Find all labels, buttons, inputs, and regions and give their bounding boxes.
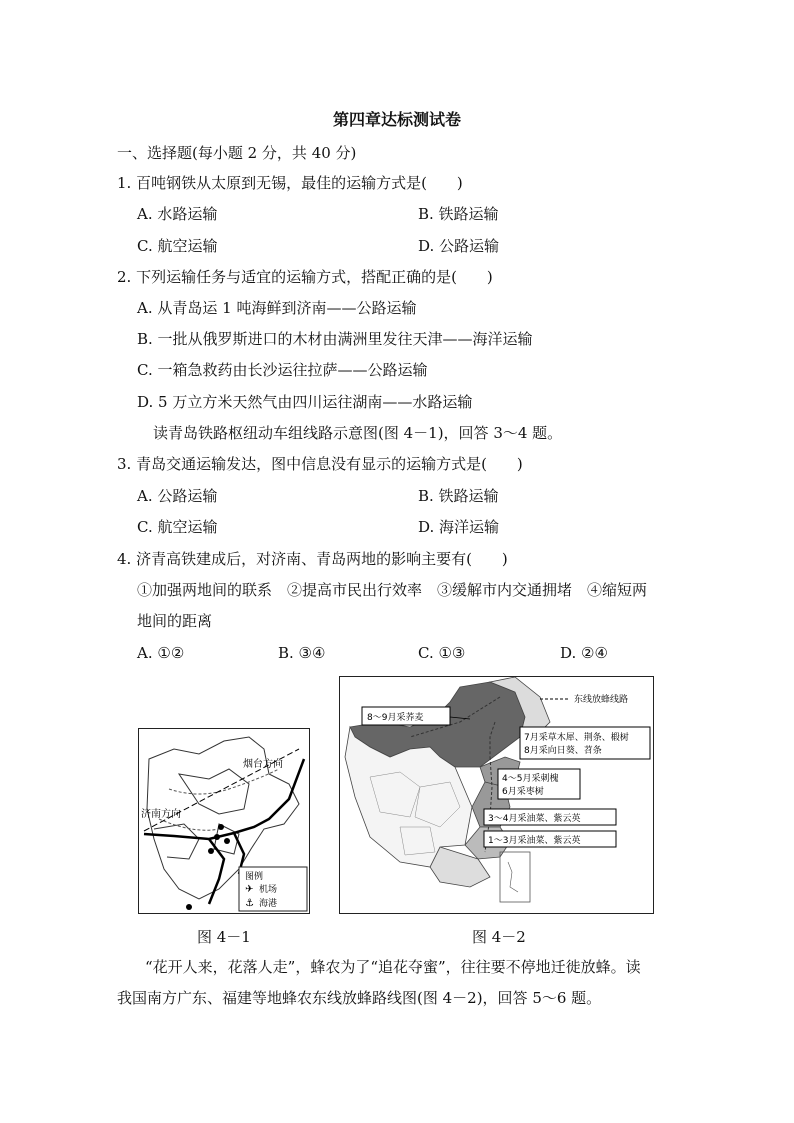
airport-icon: ✈ [245, 884, 254, 895]
q4-option-a: A. ①② [137, 644, 185, 662]
q4-stem: 4. 济青高铁建成后，对济南、青岛两地的影响主要有( ) [117, 550, 508, 568]
callout-jujube-text: 6月采枣树 [502, 787, 544, 797]
callout-march-april [484, 809, 616, 825]
figure-4-1-caption: 图 4－1 [197, 928, 251, 946]
q4-statements-line1: ①加强两地间的联系 ②提高市民出行效率 ③缓解市内交通拥堵 ④缩短两 [137, 581, 648, 599]
legend-airport: 机场 [259, 885, 278, 895]
q1-option-a: A. 水路运输 [137, 205, 218, 223]
anchor-icon: ⚓ [245, 898, 254, 909]
legend-port: 海港 [259, 899, 278, 909]
q2-option-a: A. 从青岛运 1 吨海鲜到济南——公路运输 [137, 299, 417, 317]
figure-4-2-caption: 图 4－2 [472, 928, 526, 946]
legend-route: 东线放蜂线路 [574, 695, 629, 705]
q3-option-d: D. 海洋运输 [418, 518, 500, 536]
label-jinan: 济南方向 [141, 809, 181, 820]
figure-4-1-map [138, 728, 310, 914]
label-yantai: 烟台方向 [243, 759, 283, 770]
section-heading: 一、选择题(每小题 2 分，共 40 分) [117, 144, 357, 162]
q2-option-d: D. 5 万立方米天然气由四川运往湖南——水路运输 [137, 393, 473, 411]
q3-option-a: A. 公路运输 [137, 487, 218, 505]
callout-locust-text: 4～5月采刺槐 [502, 774, 559, 784]
q1-option-c: C. 航空运输 [137, 237, 218, 255]
callout-march-april-text: 3～4月采油菜、紫云英 [488, 814, 581, 824]
q4-statements-line2: 地间的距离 [137, 612, 213, 630]
callout-august-text: 8月采向日葵、苕条 [524, 746, 602, 756]
q3-option-b: B. 铁路运输 [418, 487, 499, 505]
callout-july-august [520, 727, 650, 759]
q2-option-c: C. 一箱急救药由长沙运往拉萨——公路运输 [137, 361, 428, 379]
q1-option-b: B. 铁路运输 [418, 205, 499, 223]
q2-stem: 2. 下列运输任务与适宜的运输方式，搭配正确的是( ) [117, 268, 493, 286]
q4-option-d: D. ②④ [560, 644, 608, 662]
map-legend [239, 867, 307, 911]
q4-option-c: C. ①③ [418, 644, 466, 662]
q4-option-b: B. ③④ [278, 644, 326, 662]
q2-option-b: B. 一批从俄罗斯进口的木材由满洲里发往天津——海洋运输 [137, 330, 533, 348]
page-title: 第四章达标测试卷 [332, 110, 461, 129]
callout-buckwheat-text: 8～9月采荞麦 [367, 713, 424, 723]
q1-stem: 1. 百吨钢铁从太原到无锡，最佳的运输方式是( ) [117, 174, 463, 192]
legend-title: 图例 [245, 872, 264, 882]
reading-intro-5-6-line1: “花开人来，花落人走”，蜂农为了“追花夺蜜”，往往要不停地迁徙放蜂。读 [145, 958, 641, 976]
figure-4-2-map [339, 676, 654, 914]
callout-july-text: 7月采草木犀、荆条、椴树 [524, 733, 629, 743]
q3-option-c: C. 航空运输 [137, 518, 218, 536]
callout-jan-march-text: 1～3月采油菜、紫云英 [488, 836, 581, 846]
callout-locust-jujube [498, 769, 580, 799]
q3-stem: 3. 青岛交通运输发达，图中信息没有显示的运输方式是( ) [117, 455, 523, 473]
callout-jan-march [484, 831, 616, 847]
reading-intro-3-4: 读青岛铁路枢纽动车组线路示意图(图 4－1)，回答 3～4 题。 [153, 424, 563, 442]
reading-intro-5-6-line2: 我国南方广东、福建等地蜂农东线放蜂路线图(图 4－2)，回答 5～6 题。 [117, 989, 602, 1007]
q1-option-d: D. 公路运输 [418, 237, 500, 255]
